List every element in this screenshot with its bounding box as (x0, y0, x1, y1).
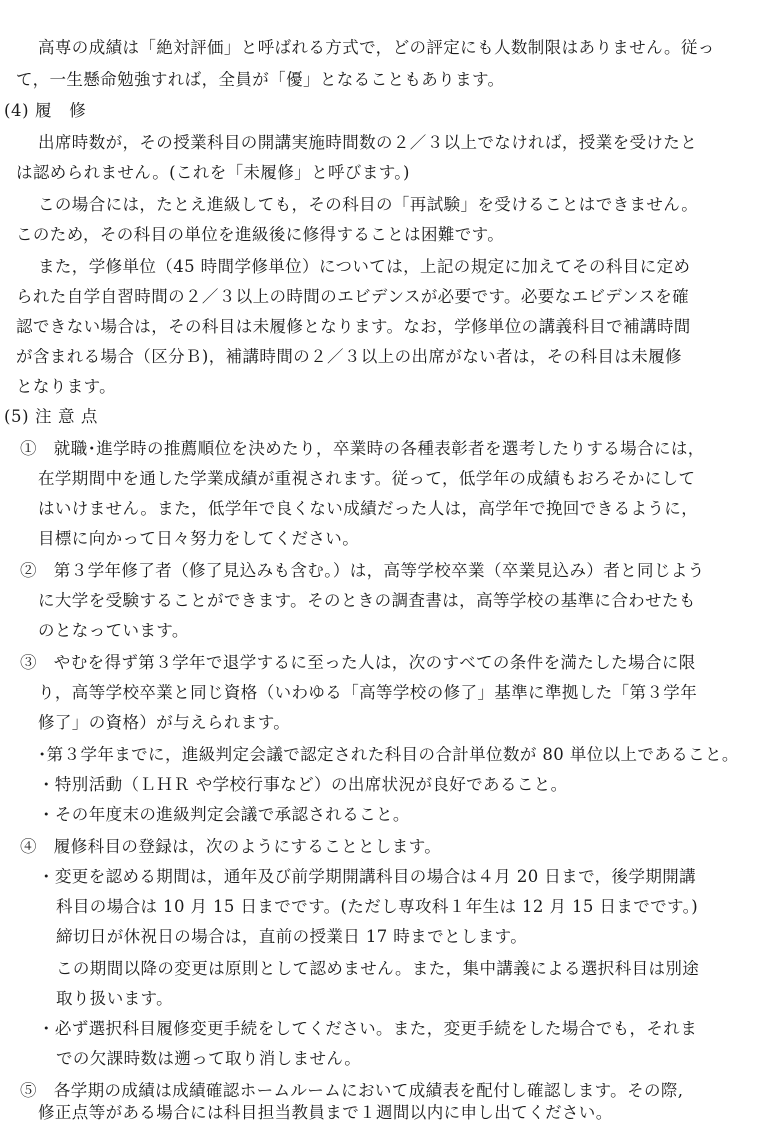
item-3-line-2: り，高等学校卒業と同じ資格（いわゆる「高等学校の修了」基準に準拠した「第３学年 (38, 683, 698, 702)
item-4-bullet-1-line-3: 締切日が休祝日の場合は，直前の授業日 17 時までとします。 (56, 927, 528, 946)
item-3-bullet-2: ・特別活動（ＬＨＲ や学校行事など）の出席状況が良好であること。 (38, 775, 568, 794)
item-5-line-2: 修正点等がある場合には科目担当教員まで１週間以内に申し出てください。 (38, 1103, 613, 1122)
section-5-heading: (5) 注 意 点 (4, 407, 99, 426)
section-4-p1-line-2: は認められません。(これを「未履修」と呼びます。) (16, 163, 410, 182)
item-4-bullet-2-line-2: での欠課時数は遡って取り消しません。 (56, 1049, 362, 1068)
section-4-p3-line-1: また，学修単位（45 時間学修単位）については，上記の規定に加えてその科目に定め (38, 257, 691, 276)
section-4-p1-line-1: 出席時数が，その授業科目の開講実施時間数の２／３以上でなければ，授業を受けたと (38, 133, 698, 152)
section-4-p3-line-4: が含まれる場合（区分Ｂ)，補講時間の２／３以上の出席がない者は，その科目は未履修 (16, 347, 682, 366)
item-4-bullet-1-line-1: ・変更を認める期間は，通年及び前学期開講科目の場合は４月 20 日まで，後学期開講 (38, 867, 697, 886)
item-2-line-2: に大学を受験することができます。そのときの調査書は，高等学校の基準に合わせたも (38, 591, 696, 610)
item-4-bullet-1-line-4: この期間以降の変更は原則として認めません。また，集中講義による選択科目は別途 (56, 959, 700, 978)
item-2-line-1: ② 第３学年修了者（修了見込みも含む。）は，高等学校卒業（卒業見込み）者と同じよう (20, 561, 705, 580)
item-5-line-1: ⑤ 各学期の成績は成績確認ホームルームにおいて成績表を配付し確認します。その際, (20, 1081, 684, 1100)
section-4-p3-line-5: となります。 (16, 377, 117, 396)
item-4-bullet-1-line-5: 取り扱います。 (56, 989, 173, 1008)
item-1-line-3: はいけません。また，低学年で良くない成績だった人は，高学年で挽回できるように， (38, 499, 699, 518)
section-4-p2-line-1: この場合には，たとえ進級しても，その科目の「再試験」を受けることはできません。 (38, 195, 699, 214)
item-3-bullet-3: ・その年度末の進級判定会議で承認されること。 (38, 805, 410, 824)
intro-line-1: 高専の成績は「絶対評価」と呼ばれる方式で，どの評定にも人数制限はありません。従っ (38, 38, 715, 57)
item-4-bullet-2-line-1: ・必ず選択科目履修変更手続をしてください。また，変更手続をした場合でも，それま (38, 1019, 698, 1038)
item-4-line-1: ④ 履修科目の登録は，次のようにすることとします。 (20, 837, 442, 856)
item-3-bullet-1: ･第３学年までに，進級判定会議で認定された科目の合計単位数が 80 単位以上であること。 (38, 745, 739, 764)
item-4-bullet-1-line-2: 科目の場合は 10 月 15 日までです。(ただし専攻科１年生は 12 月 15 日までです。) (56, 897, 699, 916)
item-1-line-1: ① 就職･進学時の推薦順位を決めたり，卒業時の各種表彰者を選考したりする場合には， (20, 439, 705, 458)
section-4-p3-line-3: 認できない場合は，その科目は未履修となります。なお，学修単位の講義科目で補講時間 (16, 317, 691, 336)
section-4-p3-line-2: られた自学自習時間の２／３以上の時間のエビデンスが必要です。必要なエビデンスを確 (16, 287, 690, 306)
item-2-line-3: のとなっています。 (38, 621, 189, 640)
intro-line-2: て，一生懸命勉強すれば，全員が「優」となることもあります。 (16, 70, 505, 89)
item-3-line-3: 修了」の資格）が与えられます。 (38, 713, 291, 732)
item-1-line-4: 目標に向かって日々努力をしてください。 (38, 529, 360, 548)
item-3-line-1: ③ やむを得ず第３学年で退学するに至った人は，次のすべての条件を満たした場合に限 (20, 653, 696, 672)
section-4-heading: (4) 履 修 (4, 101, 87, 120)
section-4-p2-line-2: このため，その科目の単位を進級後に修得することは困難です。 (16, 225, 505, 244)
item-1-line-2: 在学期間中を通した学業成績が重視されます。従って，低学年の成績もおろそかにして (38, 469, 696, 488)
